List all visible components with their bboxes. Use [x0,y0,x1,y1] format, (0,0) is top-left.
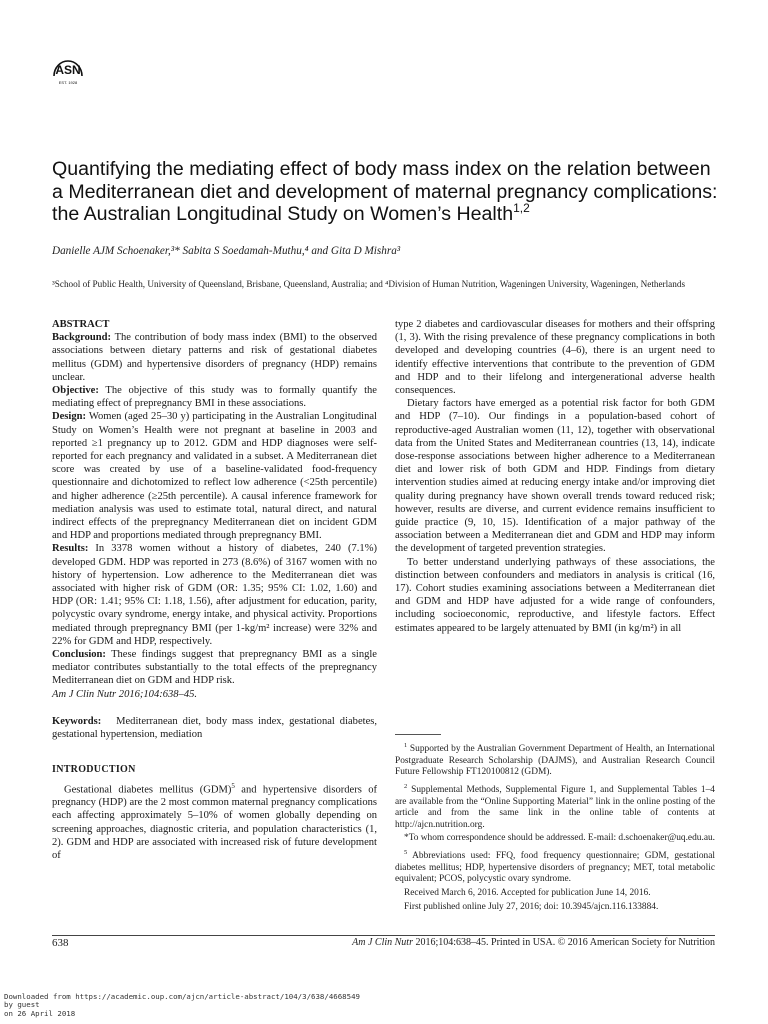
footnote-2-text: Supplemental Methods, Supplemental Figure 1, and Supplemental Tables 1–4 are available from the “Online Supporting Material” link in the online posting of the article and from the same link in the online table of contents at http://ajcn.nutrition.org. [395,785,715,830]
page-number: 638 [52,937,69,949]
journal-details: 2016;104:638–45. Printed in USA. © 2016 American Society for Nutrition [412,937,715,948]
abstract-background [52,331,377,384]
footnote-1-text: Supported by the Australian Government Department of Health, an International Postgraduate Research Scholarship (DAJMS), and Australian Research Council Future Fellowship FT120100812 (GDM). [395,744,715,778]
footer-divider [52,935,715,936]
objective-text: The objective of this study was to formally quantify the mediating effect of prepregnancy BMI in these associations. [52,385,377,410]
received-date: Received March 6, 2016. Accepted for publication June 14, 2016. [404,887,651,898]
footnote-divider [395,734,441,735]
footnotes [395,740,715,915]
footnote-2-mark: 2 [404,782,408,790]
conclusion-text: These findings suggest that prepregnancy BMI as a single mediator contributes substantially to the total effects of the prepregnancy Mediterranean diet on GDM and HDP risk. [52,649,377,687]
body-paragraph-1: type 2 diabetes and cardiovascular diseases for mothers and their offspring (1, 3). With the rising prevalence of these pregnancy complications in both developed and developing countries (4–6), there is an urgent need to identify effective interventions that contribute to the prevention of GDM and HDP and to their lifelong and intergenerational adverse health consequences. [395,319,715,397]
keywords [52,715,377,741]
abstract-objective [52,384,377,410]
footnote-5 [395,847,715,886]
objective-label: Objective: [52,385,99,397]
intro-text-b: and hypertensive disorders of pregnancy (HDP) are the 2 most common maternal pregnancy complications each affecting approximately 5–10% of women globally depending on screening approaches, diagnostic criteria, and population characteristics (1, 2). GDM and HDP are associated with increased risk of future development of [52,784,377,862]
abstract-heading: ABSTRACT [52,319,110,330]
introduction-heading: INTRODUCTION [52,764,136,776]
asn-logo [51,52,85,88]
footnote-1-mark: 1 [404,742,408,749]
title-text: Quantifying the mediating effect of body mass index on the relation between a Mediterranean diet and development of maternal pregnancy complications: the Australian Longitudinal Study on Women’s Health [52,158,718,225]
background-text: The contribution of body mass index (BMI) to the observed associations between dietary patterns and risk of gestational diabetes mellitus (GDM) and hypertensive disorders of pregnancy (HDP) remains unclear. [52,332,377,383]
article-title [52,158,722,226]
keywords-label: Keywords: [52,715,102,727]
logo-subtext: EST. 1928 [58,80,78,85]
footnote-5-mark: 5 [404,849,408,856]
keywords-text: Mediterranean diet, body mass index, gestational diabetes, gestational hypertension, mediation [52,715,377,741]
design-label: Design: [52,411,86,423]
footnote-2 [395,781,715,832]
introduction-paragraph [52,780,377,863]
design-text: Women (aged 25–30 y) participating in the Australian Longitudinal Study on Women’s Health were not pregnant at baseline in 2003 and reported ≥1 pregnancy up to 2012. GDM and HDP diagnoses were self-reported for each pregnancy and validated in a subset. A Mediterranean diet score was created by use of a baseline-validated food-frequency questionnaire and dichotomized to reflect low adherence (<25th percentile) and higher adherence (≥25th percentile). A causal inference framework for mediation analysis was used to estimate total, natural direct, and natural indirect effects of the prepregnancy Mediterranean diet on incident GDM and HDP and proportions mediated through prepregnancy BMI. [52,411,377,542]
author-list: Danielle AJM Schoenaker,³* Sabita S Soedamah-Muthu,⁴ and Gita D Mishra³ [52,245,401,257]
body-paragraph-2: Dietary factors have emerged as a potential risk factor for both GDM and HDP (7–10). Our findings in a population-based cohort of reproductive-aged Australian women (11, 12), together with observational data from the United States and Mediterranean countries (13, 14), indicate dose-response associations between higher adherence to a Mediterranean diet and lower risk of both GDM and HDP. Findings from dietary intervention studies aimed at reducing energy intake and/or improving diet quality during pregnancy have shown overall trends toward reduced risk; however, results are diverse, and current evidence remains insufficient to guide practice (9, 10, 15). Identification of a major pathway of the association between a Mediterranean diet and GDM and HDP may inform the development of targeted prevention strategies. [395,398,715,555]
footnote-5-text: Abbreviations used: FFQ, food frequency questionnaire; GDM, gestational diabetes mellitus; HDP, hypertensive disorders of pregnancy; MET, total metabolic equivalent; PCOS, polycystic ovary syndrome. [395,851,715,885]
results-text: In 3378 women without a history of diabetes, 240 (7.1%) developed GDM. HDP was reported in 273 (8.6%) of 3167 women with no history of hypertension. Low adherence to the Mediterranean diet was associated with higher risk of GDM (OR: 1.35; 95% CI: 1.02, 1.60) and HDP (OR: 1.41; 95% CI: 1.18, 1.56), after adjustment for education, parity, polycystic ovary syndrome, energy intake, and physical activity. Proportions mediated through prepregnancy BMI (per 1-kg/m² increase) were 32% and 22% for GDM and HDP, respectively. [52,543,377,647]
abstract-design [52,410,377,542]
abstract-citation: Am J Clin Nutr 2016;104:638–45. [52,688,198,700]
affiliations: ³School of Public Health, University of Queensland, Brisbane, Queensland, Australia; and ⁴Division of Human Nutrition, Wageningen University, Wageningen, Netherlands [52,279,686,289]
left-column [52,318,377,862]
download-notice: Downloaded from https://academic.oup.com/ajcn/article-abstract/104/3/638/4668549 by guest on 26 April 2018 [4,992,360,1018]
results-label: Results: [52,543,89,555]
published-info: First published online July 27, 2016; doi: 10.3945/ajcn.116.133884. [404,901,659,912]
abstract-conclusion [52,648,377,688]
journal-footer [352,937,715,948]
right-column [395,318,715,635]
journal-name: Am J Clin Nutr [352,937,413,948]
title-footnote-marks: 1,2 [513,201,530,215]
background-label: Background: [52,332,112,344]
conclusion-label: Conclusion: [52,649,106,661]
body-paragraph-3: To better understand underlying pathways of these associations, the distinction between confounders and mediators in analysis is critical (16, 17). Cohort studies examining associations between a Mediterranean diet and GDM and HDP have adjusted for a wide range of confounders, including socioeconomic, reproductive, and lifestyle factors. Effect estimates appeared to be largely attenuated by BMI (in kg/m²) in all [395,556,715,634]
footnote-1 [395,740,715,779]
logo-text: ASN [55,63,81,77]
intro-text-a: Gestational diabetes mellitus (GDM) [64,784,232,796]
abstract-results [52,542,377,648]
intro-footnote-mark: 5 [231,781,235,790]
correspondence-note: *To whom correspondence should be addressed. E-mail: d.schoenaker@uq.edu.au. [404,833,716,844]
